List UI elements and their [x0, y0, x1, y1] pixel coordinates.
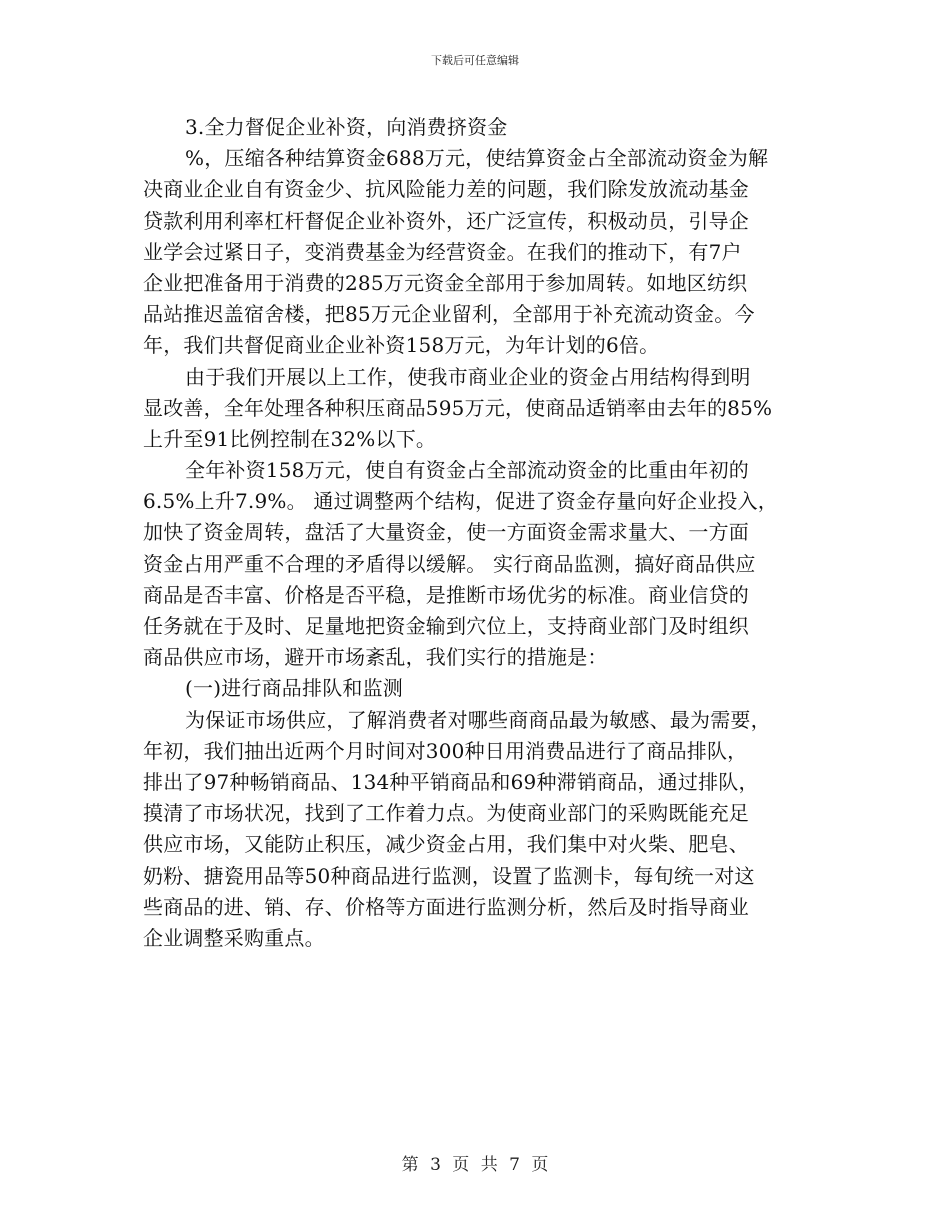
text-line: 6.5%上升7.9%。 通过调整两个结构，促进了资金存量向好企业投入，: [143, 489, 778, 514]
text-line: 显改善，全年处理各种积压商品595万元，使商品适销率由去年的85%: [143, 395, 773, 420]
text-line: 企业调整采购重点。: [143, 925, 325, 950]
text-line: 企业把准备用于消费的285万元资金全部用于参加周转。如地区纺织: [143, 270, 748, 295]
text-line: 排出了97种畅销商品、134种平销商品和69种滞销商品，通过排队，: [143, 769, 759, 794]
text-line: 商品是否丰富、价格是否平稳，是推断市场优劣的标准。商业信贷的: [143, 582, 749, 607]
text-line: 为保证市场供应，了解消费者对哪些商商品最为敏感、最为需要，: [185, 707, 771, 732]
text-line: 品站推迟盖宿舍楼，把85万元企业留利，全部用于补充流动资金。今: [143, 302, 755, 327]
text-line: 全年补资158万元，使自有资金占全部流动资金的比重由年初的: [185, 458, 749, 483]
text-line: 奶粉、搪瓷用品等50种商品进行监测，设置了监测卡，每旬统一对这: [143, 863, 755, 888]
text-line: 资金占用严重不合理的矛盾得以缓解。 实行商品监测，搞好商品供应: [143, 551, 756, 576]
text-line: 商品供应市场，避开市场紊乱，我们实行的措施是：: [143, 645, 608, 670]
text-line: 业学会过紧日子，变消费基金为经营资金。在我们的推动下，有7户: [143, 239, 742, 264]
page-header: 下载后可任意编辑: [431, 54, 519, 67]
text-line: 上升至91比例控制在32%以下。: [143, 426, 437, 451]
page-footer: 第 3 页 共 7 页: [401, 1155, 549, 1175]
text-line: 供应市场，又能防止积压，减少资金占用，我们集中对火柴、肥皂、: [143, 832, 749, 857]
text-line: 年，我们共督促商业企业补资158万元，为年计划的6倍。: [143, 333, 660, 358]
text-line: 3.全力督促企业补资，向消费挤资金: [185, 115, 508, 139]
text-line: 由于我们开展以上工作，使我市商业企业的资金占用结构得到明: [185, 364, 751, 389]
text-line: 些商品的进、销、存、价格等方面进行监测分析，然后及时指导商业: [143, 894, 749, 919]
text-line: 摸清了市场状况，找到了工作着力点。为使商业部门的采购既能充足: [143, 801, 749, 826]
text-line: 决商业企业自有资金少、抗风险能力差的问题，我们除发放流动基金: [143, 177, 749, 202]
text-line: 加快了资金周转，盘活了大量资金，使一方面资金需求量大、一方面: [143, 520, 749, 545]
text-line: (一)进行商品排队和监测: [185, 676, 404, 701]
document-body: [143, 112, 807, 954]
text-line: 贷款利用利率杠杆督促企业补资外，还广泛宣传，积极动员，引导企: [143, 208, 749, 233]
text-line: %，压缩各种结算资金688万元，使结算资金占全部流动资金为解: [185, 146, 769, 171]
text-line: 任务就在于及时、足量地把资金输到穴位上，支持商业部门及时组织: [143, 614, 749, 638]
text-line: 年初，我们抽出近两个月时间对300种日用消费品进行了商品排队，: [143, 738, 748, 763]
